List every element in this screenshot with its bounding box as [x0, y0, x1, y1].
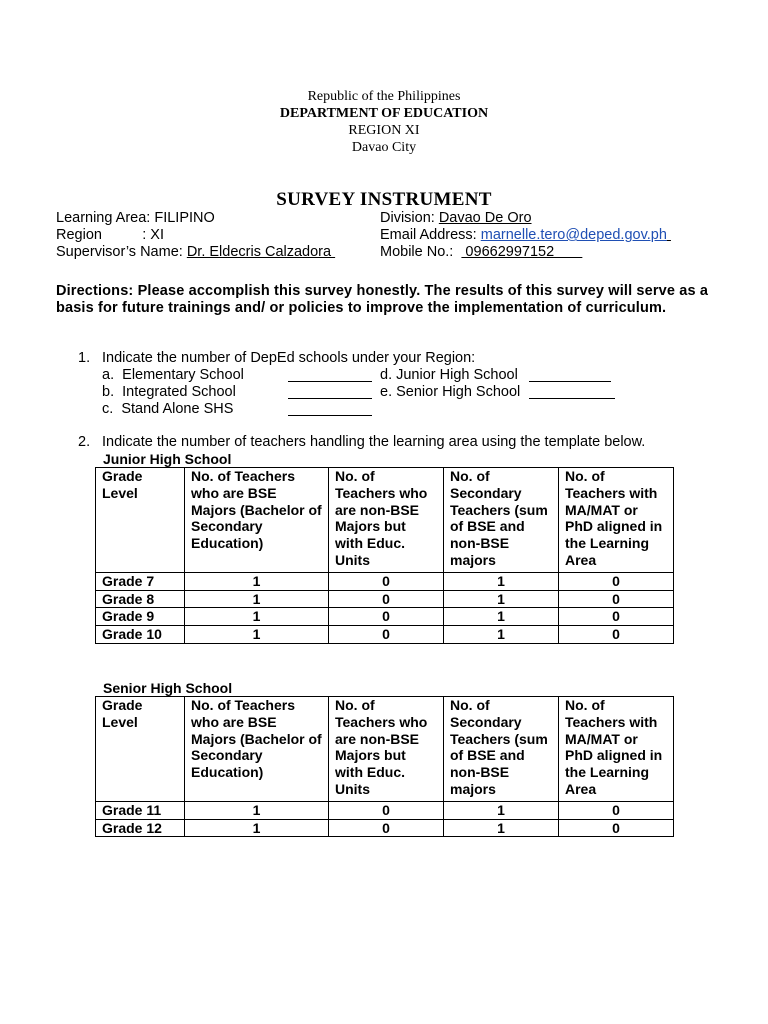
shs-label: Senior High School: [103, 680, 233, 696]
email-label: Email Address:: [380, 227, 481, 243]
header-ma-phd: No. of Teachers with MA/MAT or PhD aligned in the Learning Area: [559, 468, 674, 573]
non-bse-cell: 0: [329, 801, 444, 819]
q1-option-a: a. Elementary School: [102, 367, 244, 383]
table-header-row: [96, 468, 674, 573]
email: [380, 227, 671, 244]
division-label: Division:: [380, 210, 439, 226]
sum-cell: 1: [444, 626, 559, 644]
q1-option-d: d. Junior High School: [380, 367, 518, 383]
sum-cell: 1: [444, 608, 559, 626]
page-title: SURVEY INSTRUMENT: [276, 189, 492, 210]
non-bse-cell: 0: [329, 590, 444, 608]
ma-cell: 0: [559, 590, 674, 608]
mobile-value: 09662997152: [461, 244, 583, 260]
grade-cell: Grade 9: [96, 608, 185, 626]
non-bse-cell: 0: [329, 819, 444, 837]
header-city: Davao City: [351, 140, 417, 155]
header-department: DEPARTMENT OF EDUCATION: [279, 106, 489, 121]
grade-cell: Grade 10: [96, 626, 185, 644]
q1-number: 1.: [78, 350, 91, 366]
bse-cell: 1: [185, 801, 329, 819]
email-link[interactable]: marnelle.tero@deped.gov.ph: [480, 227, 667, 243]
mobile-label: Mobile No.:: [380, 244, 462, 260]
table-row: [96, 819, 674, 837]
shs-table: [95, 696, 674, 837]
sum-cell: 1: [444, 801, 559, 819]
q1-blank-e[interactable]: [529, 384, 615, 399]
header-non-bse: No. of Teachers who are non-BSE Majors but with Educ. Units: [329, 468, 444, 573]
learning-area: Learning Area: FILIPINO: [56, 210, 215, 226]
ma-cell: 0: [559, 819, 674, 837]
table-row: [96, 626, 674, 644]
mobile: [380, 244, 582, 261]
grade-cell: Grade 7: [96, 572, 185, 590]
bse-cell: 1: [185, 819, 329, 837]
table-row: [96, 572, 674, 590]
q1-option-c: c. Stand Alone SHS: [102, 401, 234, 417]
grade-cell: Grade 12: [96, 819, 185, 837]
bse-cell: 1: [185, 572, 329, 590]
sum-cell: 1: [444, 572, 559, 590]
q1-blank-a[interactable]: [288, 367, 372, 382]
table-row: [96, 608, 674, 626]
table-row: [96, 801, 674, 819]
q1-option-e: e. Senior High School: [380, 384, 521, 400]
q2-text: Indicate the number of teachers handling the learning area using the template below.: [102, 434, 646, 450]
bse-cell: 1: [185, 626, 329, 644]
header-secondary-teachers: No. of Secondary Teachers (sum of BSE and non-BSE majors: [444, 468, 559, 573]
header-bse-majors: No. of Teachers who are BSE Majors (Bachelor of Secondary Education): [185, 697, 329, 802]
ma-cell: 0: [559, 572, 674, 590]
non-bse-cell: 0: [329, 626, 444, 644]
q1-blank-c[interactable]: [288, 401, 372, 416]
supervisor-label: Supervisor’s Name:: [56, 244, 187, 260]
header-ma-phd: No. of Teachers with MA/MAT or PhD aligned in the Learning Area: [559, 697, 674, 802]
q1-option-b: b. Integrated School: [102, 384, 236, 400]
jhs-table: [95, 467, 674, 644]
header-grade-level: Grade Level: [96, 697, 185, 802]
q2-number: 2.: [78, 434, 91, 450]
q1-text: Indicate the number of DepEd schools under your Region:: [102, 350, 476, 366]
supervisor: [56, 244, 335, 261]
header-region: REGION XI: [348, 123, 420, 138]
bse-cell: 1: [185, 608, 329, 626]
bse-cell: 1: [185, 590, 329, 608]
supervisor-value: Dr. Eldecris Calzadora: [186, 244, 336, 260]
header-grade-level: Grade Level: [96, 468, 185, 573]
ma-cell: 0: [559, 626, 674, 644]
q1-blank-d[interactable]: [529, 367, 611, 382]
header-bse-majors: No. of Teachers who are BSE Majors (Bachelor of Secondary Education): [185, 468, 329, 573]
q1-blank-b[interactable]: [288, 384, 372, 399]
header-republic: Republic of the Philippines: [307, 89, 461, 104]
jhs-label: Junior High School: [103, 451, 232, 467]
region-line: Region : XI: [56, 227, 164, 243]
directions: Directions: Please accomplish this survey honestly. The results of this survey will serve as a basis for future trainings and/ or policies to improve the implementation of curriculum.: [56, 283, 709, 316]
non-bse-cell: 0: [329, 608, 444, 626]
header-secondary-teachers: No. of Secondary Teachers (sum of BSE and non-BSE majors: [444, 697, 559, 802]
division: [380, 210, 532, 227]
non-bse-cell: 0: [329, 572, 444, 590]
header-non-bse: No. of Teachers who are non-BSE Majors but with Educ. Units: [329, 697, 444, 802]
ma-cell: 0: [559, 608, 674, 626]
sum-cell: 1: [444, 590, 559, 608]
grade-cell: Grade 8: [96, 590, 185, 608]
division-value: Davao De Oro: [438, 210, 532, 226]
table-row: [96, 590, 674, 608]
sum-cell: 1: [444, 819, 559, 837]
table-header-row: [96, 697, 674, 802]
grade-cell: Grade 11: [96, 801, 185, 819]
ma-cell: 0: [559, 801, 674, 819]
